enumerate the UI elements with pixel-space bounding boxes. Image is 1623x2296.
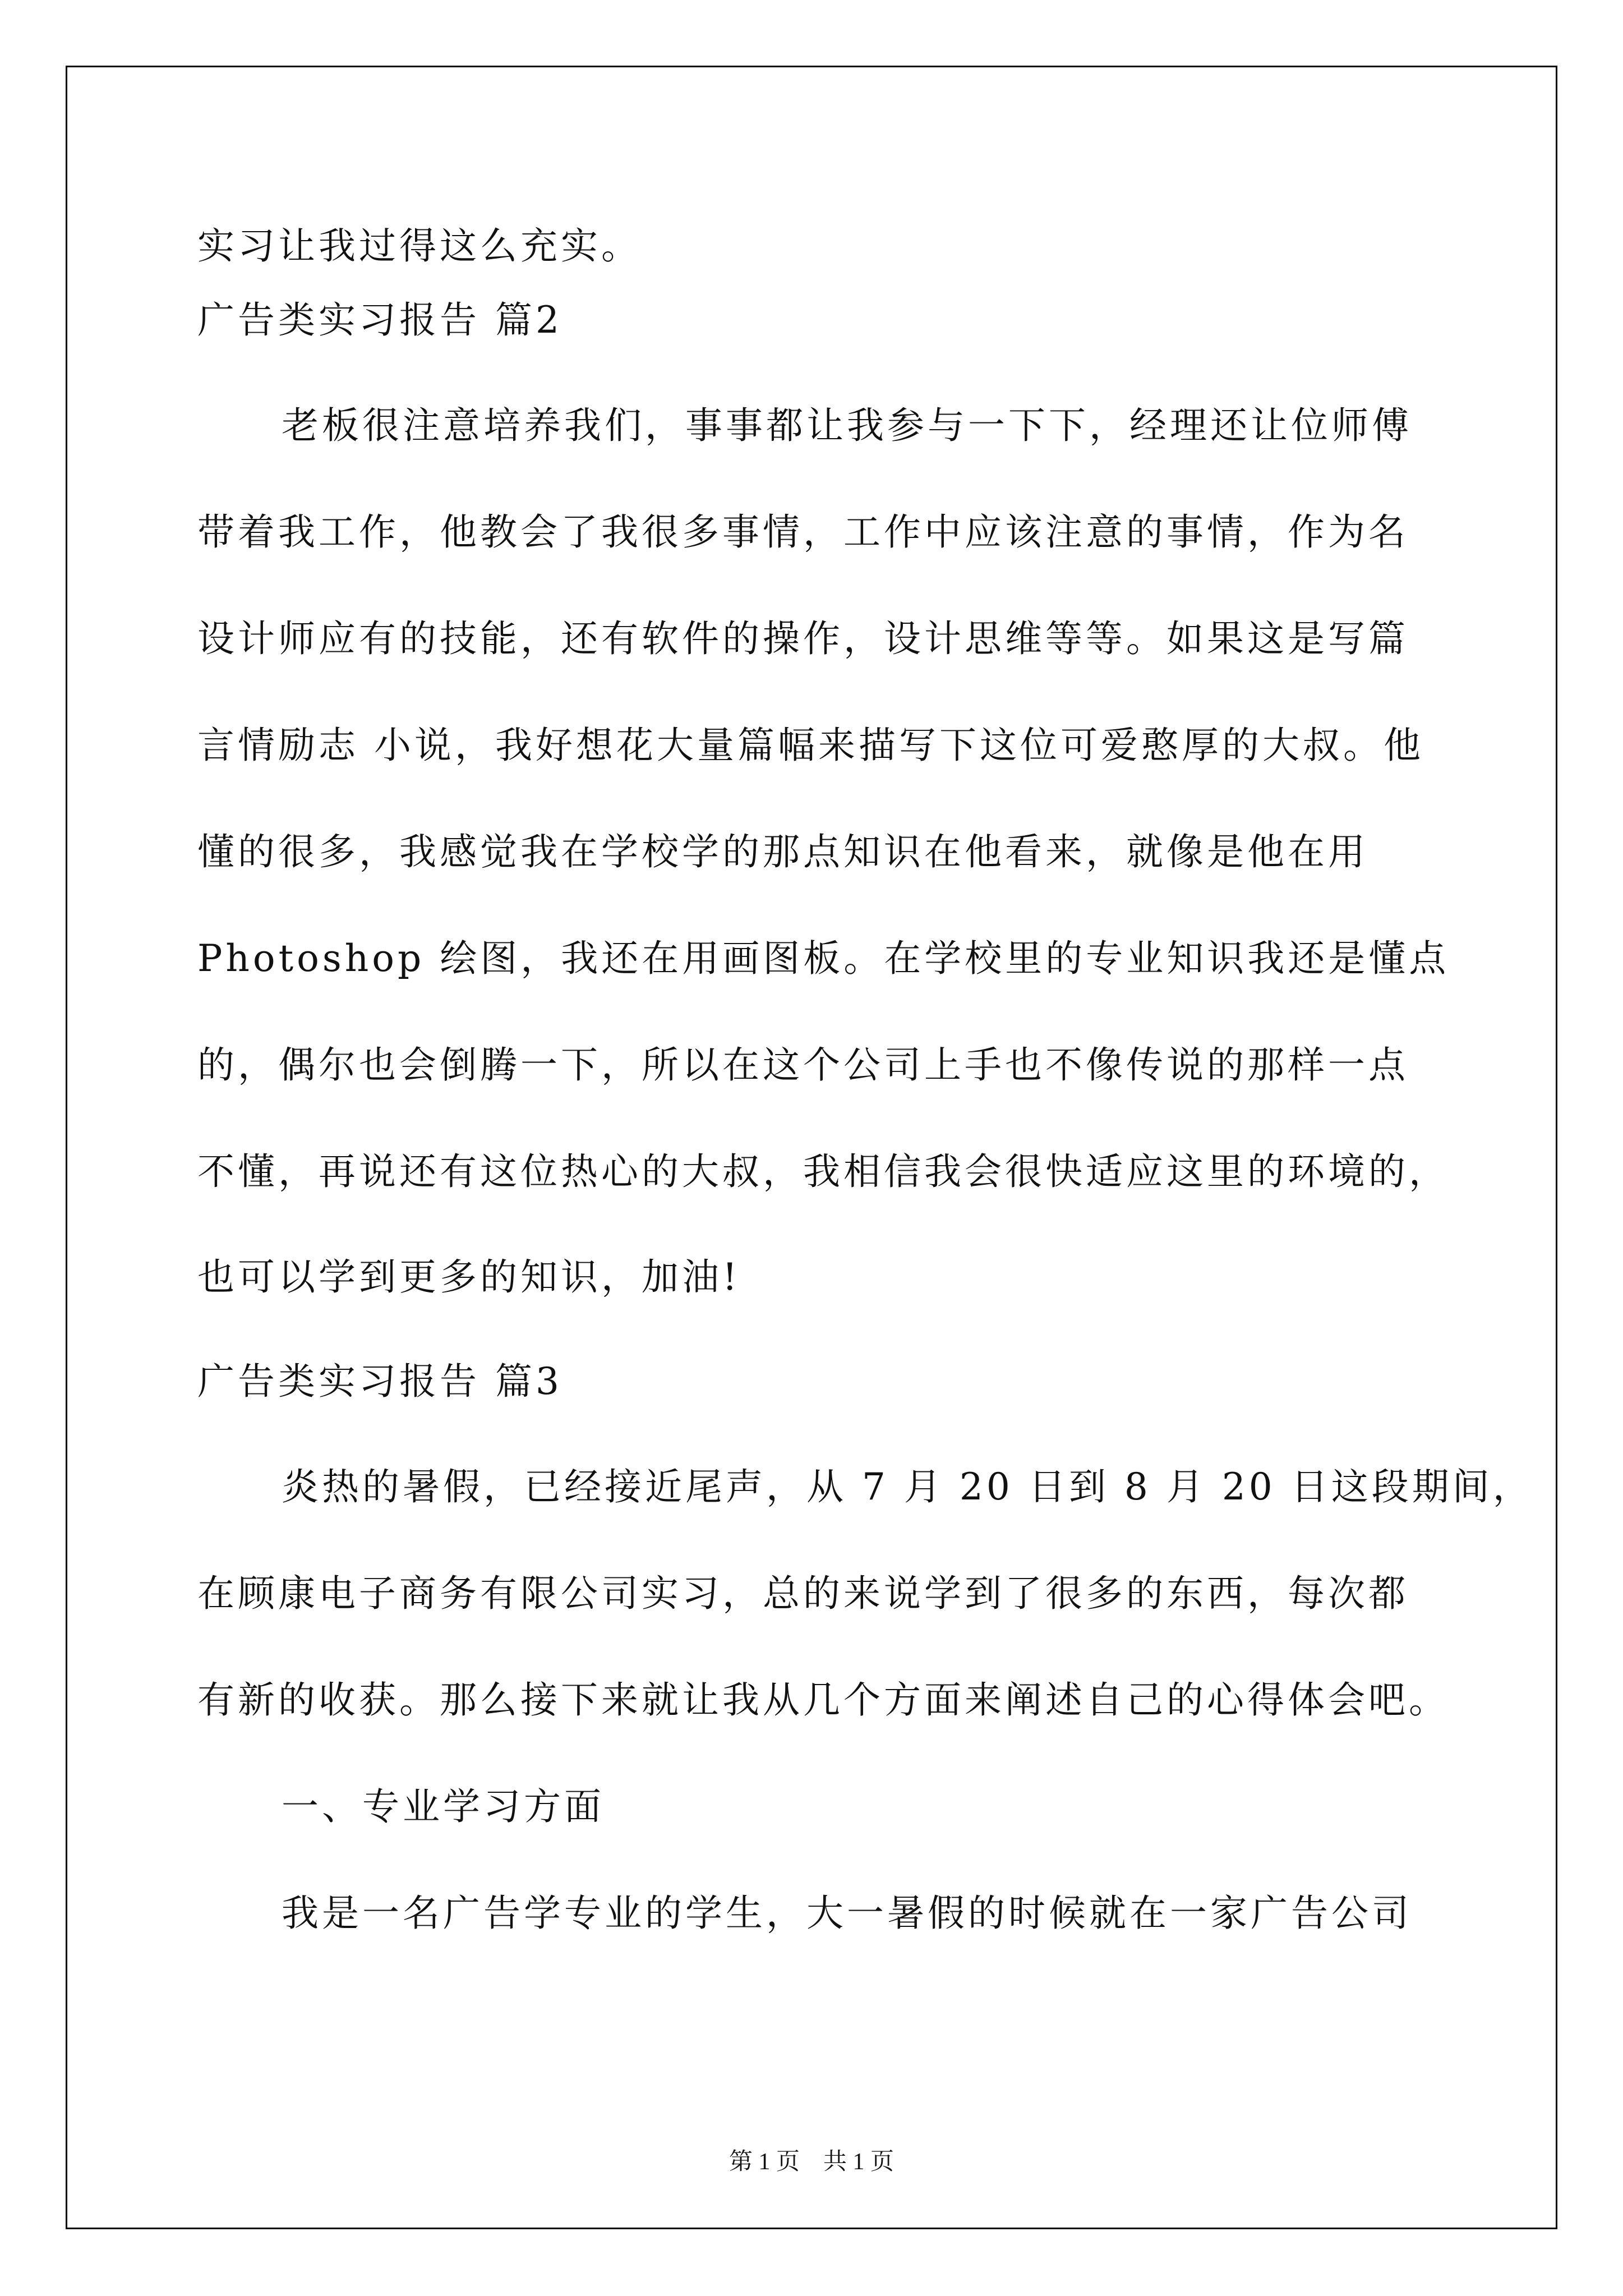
- section-heading: 广告类实习报告 篇3: [197, 1360, 562, 1403]
- body-text-line: 老板很注意培养我们，事事都让我参与一下下，经理还让位师傅: [282, 404, 1412, 447]
- subsection-heading: 一、专业学习方面: [282, 1785, 605, 1828]
- body-text-line: 实习让我过得这么充实。: [197, 224, 642, 268]
- body-text-line: 的，偶尔也会倒腾一下，所以在这个公司上手也不像传说的那样一点: [197, 1043, 1409, 1087]
- body-text-line: 炎热的暑假，已经接近尾声，从 7 月 20 日到 8 月 20 日这段期间，: [282, 1465, 1533, 1508]
- body-text-line: 在顾康电子商务有限公司实习，总的来说学到了很多的东西，每次都: [197, 1572, 1409, 1615]
- body-text-line: 懂的很多，我感觉我在学校学的那点知识在他看来，就像是他在用: [197, 830, 1368, 873]
- body-text-line: 设计师应有的技能，还有软件的操作，设计思维等等。如果这是写篇: [197, 617, 1409, 660]
- body-text-line: Photoshop 绘图，我还在用画图板。在学校里的专业知识我还是懂点: [197, 937, 1450, 980]
- body-text-line: 带着我工作，他教会了我很多事情，工作中应该注意的事情，作为名: [197, 510, 1409, 554]
- body-text-line: 我是一名广告学专业的学生，大一暑假的时候就在一家广告公司: [282, 1892, 1412, 1935]
- body-text-line: 也可以学到更多的知识，加油!: [197, 1255, 741, 1299]
- page-number-footer: 第 1 页 共 1 页: [728, 2149, 894, 2175]
- body-text-line: 不懂，再说还有这位热心的大叔，我相信我会很快适应这里的环境的，: [197, 1150, 1449, 1193]
- body-text-line: 有新的收获。那么接下来就让我从几个方面来阐述自己的心得体会吧。: [197, 1678, 1449, 1722]
- section-heading: 广告类实习报告 篇2: [197, 298, 562, 342]
- body-text-line: 言情励志 小说，我好想花大量篇幅来描写下这位可爱憨厚的大叔。他: [197, 724, 1424, 767]
